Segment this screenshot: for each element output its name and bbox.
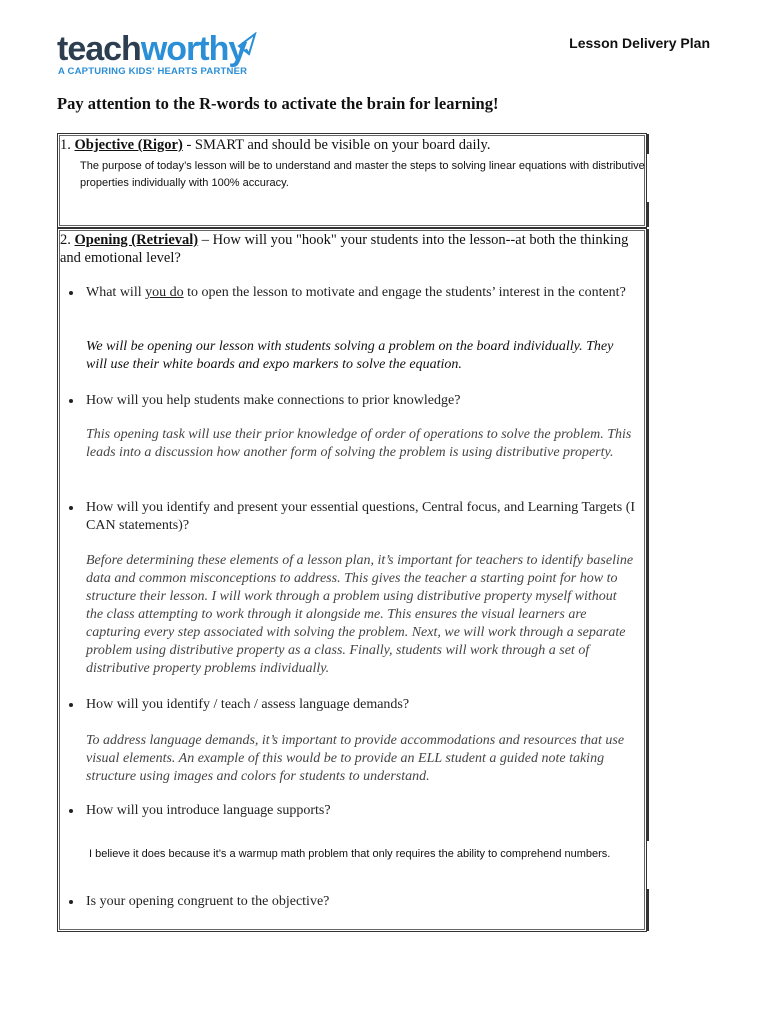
answer-overlay-note: I believe it does because it’s a warmup math problem that only requires the ability to comprehend numbers.: [89, 848, 611, 860]
objective-answer-line1: The purpose of today’s lesson will be to understand and master the steps to solving linear equations with distributive: [80, 160, 645, 172]
intro-heading: Pay attention to the R-words to activate the brain for learning!: [57, 94, 499, 113]
paper-plane-icon: [235, 32, 257, 66]
border-accent: [646, 229, 649, 841]
question-text: What will: [86, 285, 146, 300]
section-number: 2.: [60, 232, 75, 248]
teachworthy-logo: [57, 30, 257, 80]
logo-tagline: A CAPTURING KIDS' HEARTS PARTNER: [58, 66, 248, 77]
opening-label: Opening (Retrieval): [74, 232, 199, 248]
question-open-lesson: [86, 284, 636, 302]
logo-wordmark: [57, 30, 246, 68]
objective-section: [57, 133, 647, 228]
opening-section: [57, 228, 647, 932]
page-title: Lesson Delivery Plan: [569, 35, 710, 51]
logo-word-teach: teach: [57, 30, 141, 68]
border-accent: [646, 889, 649, 931]
question-congruent-objective: Is your opening congruent to the objective?: [86, 893, 636, 911]
objective-heading: [60, 136, 640, 154]
section-number: 1.: [60, 137, 75, 153]
question-language-supports: How will you introduce language supports?: [86, 802, 636, 820]
question-text: to open the lesson to motivate and engage the students’ interest in the content?: [183, 285, 626, 300]
question-prior-knowledge: How will you help students make connections to prior knowledge?: [86, 392, 636, 410]
answer-essential-questions: Before determining these elements of a lesson plan, it’s important for teachers to identify baseline data and common misconceptions to address. This gives the teacher a starting point for how to structure their lesson. I will work through a problem using distributive property myself without the class attempting to work through it alongside me. This ensures the visual learners are capturing every step associated with solving the problem. Next, we will work through a separate problem using distributive property as a class. Finally, students will work through a set of distributive property problems individually.: [86, 553, 634, 676]
border-accent: [646, 202, 649, 227]
objective-answer-line2: properties individually with 100% accuracy.: [80, 177, 289, 189]
question-language-demands: How will you identify / teach / assess language demands?: [86, 696, 636, 714]
answer-prior-knowledge: This opening task will use their prior knowledge of order of operations to solve the problem. This leads into a discussion how another form of solving the problem is using distributive property.: [86, 427, 632, 460]
logo-word-worthy: worthy: [140, 30, 247, 68]
objective-description: - SMART and should be visible on your board daily.: [182, 137, 491, 153]
opening-heading: [60, 231, 640, 267]
opening-description: – How will you "hook" your students into the lesson--at both the thinking and emotional level?: [60, 232, 629, 266]
border-accent: [646, 134, 649, 154]
objective-label: Objective (Rigor): [74, 137, 183, 153]
question-essential-questions: How will you identify and present your essential questions, Central focus, and Learning Targets (I CAN statements)?: [86, 500, 636, 533]
answer-open-lesson: We will be opening our lesson with students solving a problem on the board individually. They will use their white boards and expo markers to solve the equation.: [86, 339, 614, 372]
answer-language-demands: To address language demands, it’s important to provide accommodations and resources that use visual elements. An example of this would be to provide an ELL student a guided note taking structure using images and colors for students to understand.: [86, 733, 625, 784]
question-emphasis: you do: [145, 285, 184, 300]
